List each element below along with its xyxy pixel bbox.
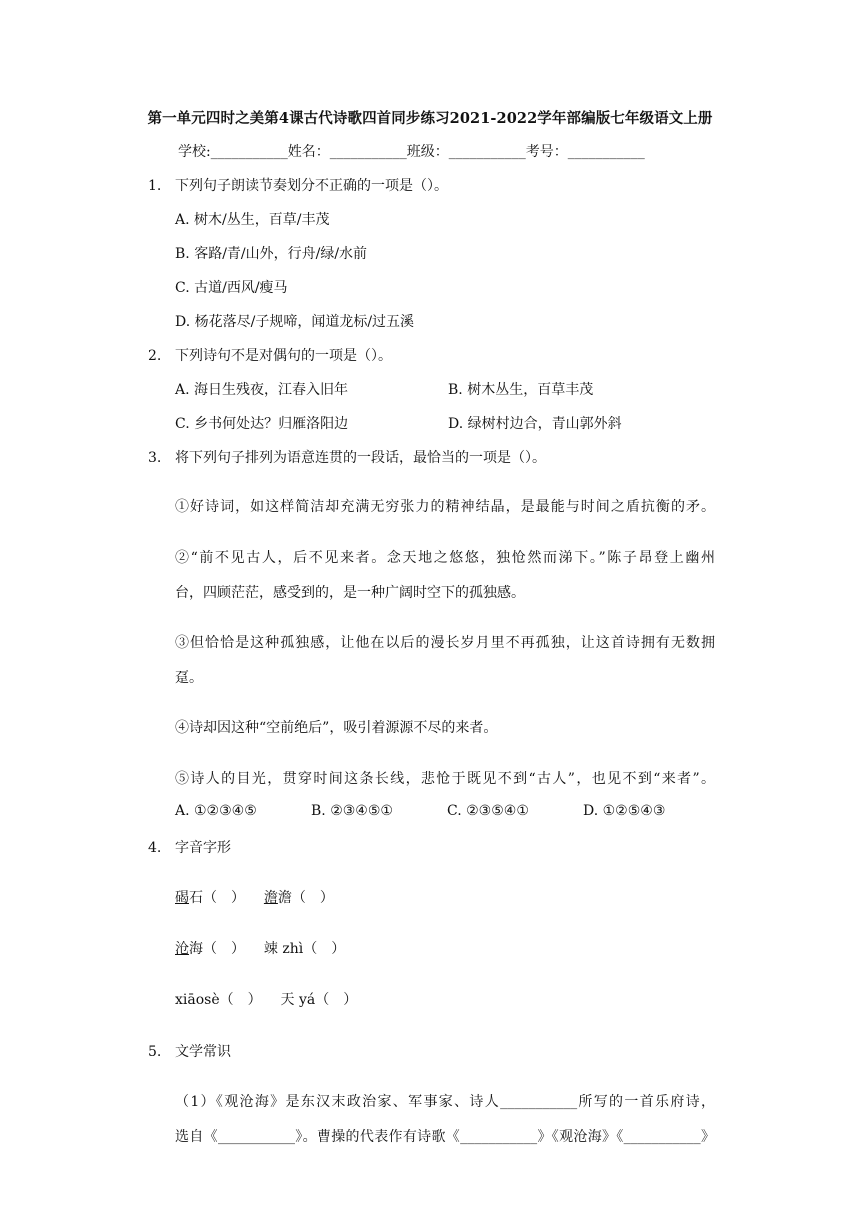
q1-option-d: D. 杨花落尽/子规啼，闻道龙标/过五溪 (175, 314, 415, 330)
q3-sentence-2a: ②“前不见古人，后不见来者。念天地之悠悠，独怆然而涕下。”陈子昂登上幽州 (175, 550, 715, 566)
question-stem: 下列句子朗读节奏划分不正确的一项是（）。 (175, 178, 448, 194)
q2-option-a: A. 海日生残夜，江春入旧年 (175, 382, 349, 398)
q3-sentence-5: ⑤诗人的目光，贯穿时间这条长线，悲怆于既见不到“古人”，也见不到“来者”。 (175, 771, 715, 787)
q4-row-2 (175, 938, 345, 958)
q3-sentence-3a: ③但恰恰是这种孤独感，让他在以后的漫长岁月里不再孤独，让这首诗拥有无数拥 (175, 635, 715, 651)
question-1 (148, 175, 448, 195)
char-blank: 竦 zhì（ ） (263, 941, 346, 957)
q3-sentence-4: ④诗却因这种“空前绝后”，吸引着源源不尽的来者。 (175, 720, 498, 736)
question-number: 2. (148, 348, 162, 364)
underlined-char: 沧 (175, 941, 189, 957)
q3-option-b: B. ②③④⑤① (311, 803, 393, 819)
char-blank: 天 yá（ ） (280, 992, 358, 1008)
q3-option-a: A. ①②③④⑤ (175, 803, 257, 819)
q2-option-b: B. 树木丛生，百草丰茂 (448, 382, 594, 398)
underlined-char: 碣 (175, 890, 189, 906)
q3-sentence-2b: 台，四顾茫茫，感受到的，是一种广阔时空下的孤独感。 (175, 585, 525, 601)
question-stem: 将下列句子排列为语意连贯的一段话，最恰当的一项是（）。 (175, 450, 546, 466)
question-3 (148, 447, 546, 467)
q1-option-a: A. 树木/丛生，百草/丰茂 (175, 212, 330, 228)
q3-option-d: D. ①②⑤④③ (583, 803, 666, 819)
question-number: 4. (148, 840, 162, 856)
q5-paragraph-line-1: （1）《观沧海》是东汉末政治家、军事家、诗人___________所写的一首乐府诗， (175, 1094, 715, 1110)
char-blank: xiāosè（ ） (175, 992, 262, 1008)
document-title: 第一单元四时之美第4课古代诗歌四首同步练习2021-2022学年部编版七年级语文上册 (147, 110, 713, 127)
q3-option-c: C. ②③⑤④① (447, 803, 529, 819)
question-stem: 字音字形 (175, 840, 231, 856)
q2-option-c: C. 乡书何处达？归雁洛阳边 (175, 416, 349, 432)
underlined-char: 澹 (263, 890, 278, 906)
pinyin-blank: 海（ ） (189, 941, 245, 957)
question-4 (148, 837, 231, 857)
q4-row-3 (175, 989, 357, 1009)
student-info-line: 学校:___________姓名：___________班级：___________考号：___________ (178, 144, 645, 160)
q5-paragraph-line-2: 选自《___________》。曹操的代表作有诗歌《___________》《观沧海》《___________》 (175, 1129, 715, 1145)
pinyin-blank: 石（ ） (189, 890, 245, 906)
q3-sentence-1: ①好诗词，如这样简洁却充满无穷张力的精神结晶，是最能与时间之盾抗衡的矛。 (175, 499, 715, 515)
question-stem: 下列诗句不是对偶句的一项是（）。 (175, 348, 392, 364)
q2-option-d: D. 绿树村边合，青山郭外斜 (448, 416, 622, 432)
q1-option-b: B. 客路/青/山外，行舟/绿/水前 (175, 246, 368, 262)
question-number: 5. (148, 1044, 162, 1060)
q3-sentence-3b: 趸。 (175, 670, 203, 686)
question-stem: 文学常识 (175, 1044, 231, 1060)
pinyin-blank: 澹（ ） (277, 890, 334, 906)
question-5 (148, 1041, 231, 1061)
q4-row-1 (175, 887, 334, 907)
q1-option-c: C. 古道/西风/瘦马 (175, 280, 288, 296)
question-2 (148, 345, 392, 365)
question-number: 3. (148, 450, 162, 466)
question-number: 1. (148, 178, 162, 194)
